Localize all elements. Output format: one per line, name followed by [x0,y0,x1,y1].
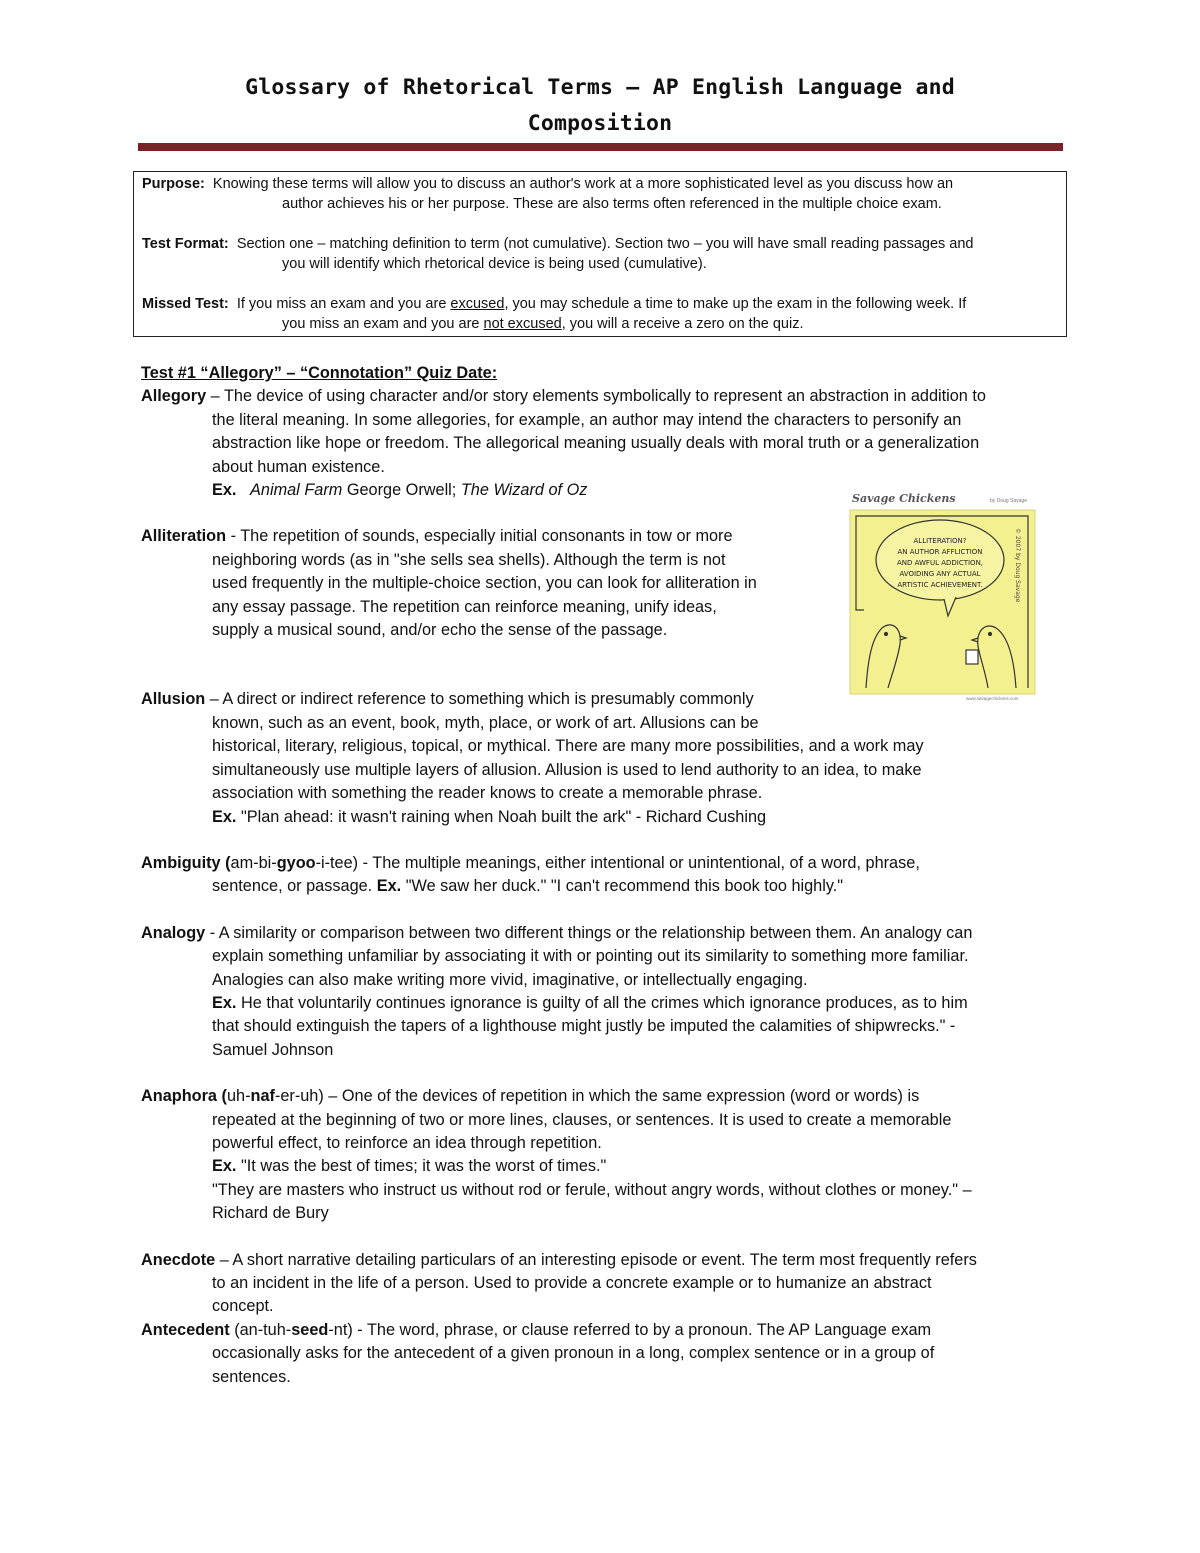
term-definition: - The multiple meanings, either intentional or unintentional, of a word, phrase, [358,853,920,872]
purpose-text-1: Knowing these terms will allow you to discuss an author's work at a more sophisticated level as you discuss how an [212,176,954,192]
definition-line: the literal meaning. In some allegories, for example, an author may intend the characters to personify an [212,410,962,429]
example-label: Ex. [212,993,237,1012]
term-name: Allusion [141,690,206,709]
info-box [133,171,1067,337]
term-analogy [141,922,1061,1062]
term-name: Anaphora [141,1087,217,1106]
title-line-2: Composition [527,111,673,136]
test-1-heading: Test #1 “Allegory” – “Connotation” Quiz Date: [141,364,498,382]
speech-line: ARTISTIC ACHIEVEMENT. [897,581,983,589]
term-alliteration [141,525,821,642]
term-name: Alliteration [141,527,227,546]
missed-test-label: Missed Test: [142,296,229,312]
test-format-text-2: you will identify which rhetorical device is being used (cumulative). [282,256,707,272]
purpose-item [142,174,1058,214]
example-line: "They are masters who instruct us without rod or ferule, without angry words, without clothes or money." – [212,1180,972,1199]
example-line: Richard de Bury [212,1204,329,1223]
example-label: Ex. [376,877,402,896]
pronunciation-a: am-bi- [230,853,277,872]
example-line [141,992,1061,1015]
example-label: Ex. [212,1157,237,1176]
term-definition: - The repetition of sounds, especially initial consonants in tow or more [226,527,733,546]
example-text: "Plan ahead: it wasn't raining when Noah built the ark" - Richard Cushing [236,807,767,826]
excused-word: excused [450,296,505,312]
missed-test-text-1a: If you miss an exam and you are [236,296,447,312]
definition-line: simultaneously use multiple layers of allusion. Allusion is used to lend authority to an idea, to make [212,760,922,779]
term-definition: - The word, phrase, or clause referred to by a pronoun. The AP Language exam [352,1320,932,1339]
example-text: George Orwell; [342,481,461,500]
definition-line: repeated at the beginning of two or more lines, clauses, or sentences. It is used to create a memorable [212,1110,952,1129]
term-name: Analogy [141,923,206,942]
term-definition: – A short narrative detailing particulars of an interesting episode or event. The term most frequently refers [215,1250,977,1269]
missed-test-text-2a: you miss an exam and you are [282,316,480,332]
example-text: "It was the best of times; it was the worst of times." [236,1157,607,1176]
definition-line: sentences. [212,1367,291,1386]
cartoon-url: www.savagechickens.com [966,696,1019,701]
term-name: Allegory [141,387,207,406]
pronunciation-open: ( [229,1320,240,1339]
definition-line: about human existence. [212,457,385,476]
term-ambiguity [141,852,1061,899]
pronunciation-open: ( [220,853,231,872]
term-name: Anecdote [141,1250,216,1269]
definition-line: known, such as an event, book, myth, place, or work of art. Allusions can be [212,713,759,732]
definition-line: neighboring words (as in "she sells sea shells). Although the term is not [212,550,726,569]
definition-line: to an incident in the life of a person. Used to provide a concrete example or to humanize an abstract [212,1274,932,1292]
speech-line: AVOIDING ANY ACTUAL [899,570,981,578]
document-title [0,70,1200,142]
pronunciation-a: an-tuh- [239,1320,292,1339]
definition-line: used frequently in the multiple-choice section, you can look for alliteration in [212,574,757,593]
example-line: that should extinguish the tapers of a lighthouse might justly be imputed the calamities of shipwrecks." - [212,1017,956,1036]
definition-line: Analogies can also make writing more vivid, imaginative, or intellectually engaging. [212,970,808,989]
term-name: Ambiguity [141,853,221,872]
example-label: Ex. [212,481,237,500]
definition-line [141,875,1061,898]
test-format-item [142,234,1058,274]
definition-text: sentence, or passage. [212,877,377,896]
definition-line: supply a musical sound, and/or echo the sense of the passage. [212,621,668,640]
example-line [141,1155,1061,1178]
pronunciation-stress: seed [291,1320,329,1339]
missed-test-text-1b: , you may schedule a time to make up the exam in the following week. If [504,296,967,312]
pronunciation-open: ( [217,1087,227,1106]
definition-line: any essay passage. The repetition can reinforce meaning, unify ideas, [212,597,717,616]
purpose-label: Purpose: [142,176,205,192]
term-allegory [141,385,1061,502]
speech-line: AN AUTHOR AFFLICTION [897,548,983,556]
definition-line: historical, literary, religious, topical, or mythical. There are many more possibilities, and a work may [212,737,924,756]
missed-test-item [142,294,1058,334]
definition-line: powerful effect, to reinforce an idea through repetition. [212,1133,602,1152]
term-definition: – The device of using character and/or story elements symbolically to represent an abstraction in addition to [206,387,986,406]
example-text: "We saw her duck." "I can't recommend this book too highly." [401,877,844,896]
speech-line: ALLITERATION? [913,537,967,545]
term-antecedent [141,1319,1061,1389]
missed-test-text-2b: , you will a receive a zero on the quiz. [561,316,804,332]
definition-line: association with something the reader knows to create a memorable phrase. [212,784,763,803]
pronunciation-b: -er-uh) [274,1087,324,1106]
pronunciation-b: -i-tee) [315,853,359,872]
not-excused-word: not excused [483,316,562,332]
example-text: He that voluntarily continues ignorance is guilty of all the crimes which ignorance produces, as to him [236,993,968,1012]
example-title-animal-farm: Animal Farm [250,481,343,500]
term-anaphora [141,1085,1061,1225]
definition-line: occasionally asks for the antecedent of a given pronoun in a long, complex sentence or in a group of [212,1344,935,1363]
term-anecdote [141,1249,1061,1319]
cartoon-title: Savage Chickens [852,492,956,505]
test-format-label: Test Format: [142,236,229,252]
cartoon-byline: by Doug Savage [990,498,1027,504]
example-line [141,806,1061,829]
example-title-wizard-of-oz: The Wizard of Oz [460,481,588,500]
pronunciation-stress: gyoo [276,853,316,872]
term-name: Antecedent [141,1320,230,1339]
term-definition: – One of the devices of repetition in which the same expression (word or words) is [323,1087,920,1106]
title-divider [138,143,1063,151]
purpose-text-2: author achieves his or her purpose. These are also terms often referenced in the multiple choice exam. [282,196,942,212]
cartoon-signature: © 2007 by Doug Savage [1014,528,1021,603]
definition-line: concept. [212,1297,274,1316]
term-definition: - A similarity or comparison between two different things or the relationship between them. An analogy can [205,923,973,942]
speech-line: AND AWFUL ADDICTION, [896,559,984,567]
savage-chickens-cartoon [848,488,1038,703]
example-label: Ex. [212,807,237,826]
definition-line: explain something unfamiliar by associating it with or pointing out its similarity to something more familiar. [212,947,969,966]
pronunciation-b: -nt) [328,1320,353,1339]
title-line-1: Glossary of Rhetorical Terms – AP English Language and [245,75,955,100]
pronunciation-a: uh- [226,1087,251,1106]
example-line: Samuel Johnson [212,1040,334,1059]
term-allusion [141,688,1061,828]
pronunciation-stress: naf [250,1087,275,1106]
term-definition: – A direct or indirect reference to something which is presumably commonly [205,690,754,709]
definition-line: abstraction like hope or freedom. The allegorical meaning usually deals with moral truth or a generalization [212,434,980,453]
test-format-text-1: Section one – matching definition to term (not cumulative). Section two – you will have small reading passages and [236,236,974,252]
